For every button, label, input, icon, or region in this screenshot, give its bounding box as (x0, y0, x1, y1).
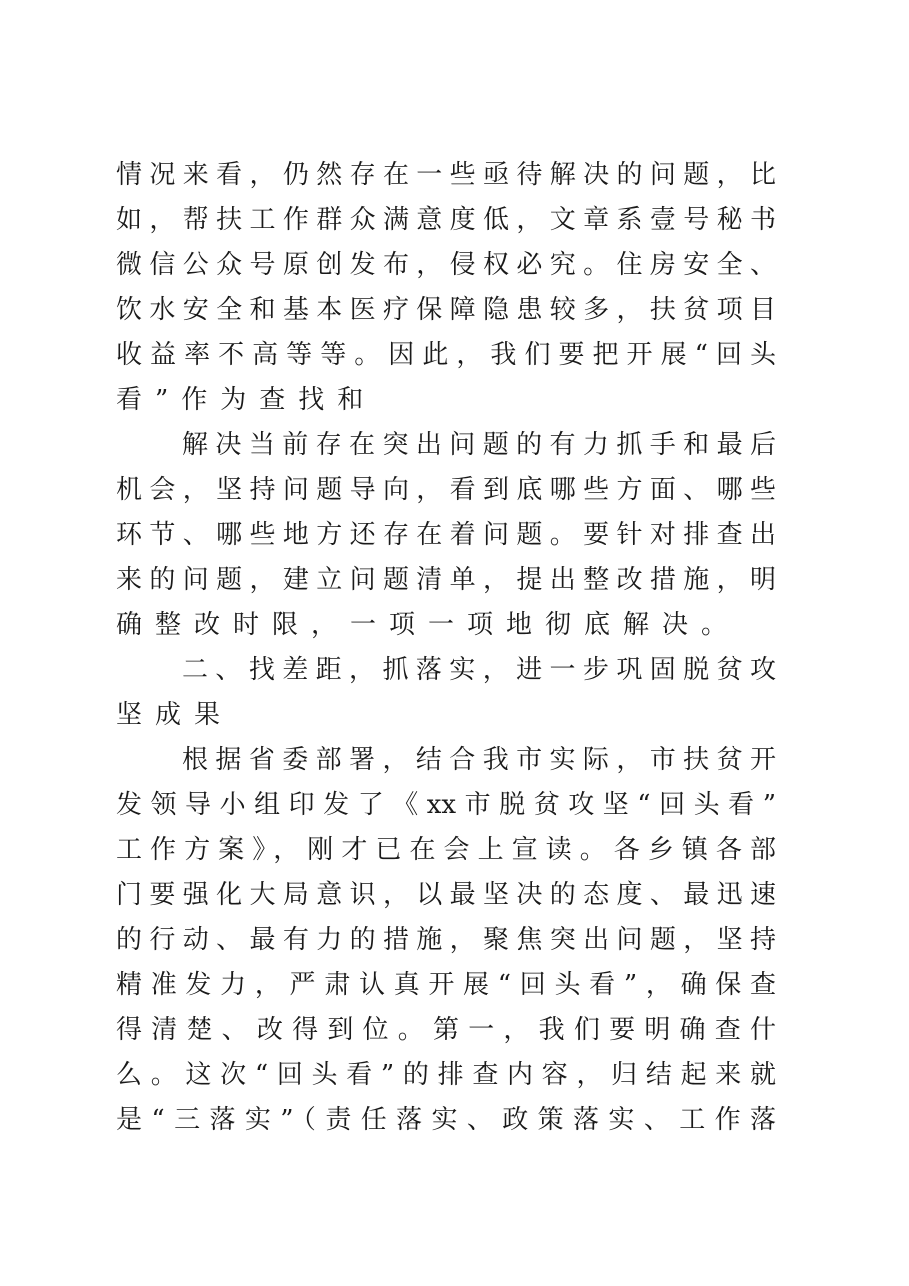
text-line: 工作方案》，刚才已在会上宣读。各乡镇各部 (116, 835, 776, 865)
section-heading-continued: 坚成果 (116, 700, 234, 730)
text-line: 得清楚、改得到位。第一，我们要明确查什 (116, 1015, 776, 1045)
text-line: 是“三落实”（责任落实、政策落实、工作落 (116, 1105, 776, 1135)
text-line: 精准发力，严肃认真开展“回头看”，确保查 (116, 970, 776, 1000)
text-line: 的行动、最有力的措施，聚焦突出问题，坚持 (116, 925, 776, 955)
text-line: 环节、哪些地方还存在着问题。要针对排查出 (116, 520, 776, 550)
text-line: 如，帮扶工作群众满意度低，文章系壹号秘书 (116, 205, 776, 235)
text-line: 机会，坚持问题导向，看到底哪些方面、哪些 (116, 475, 776, 505)
text-line: 饮水安全和基本医疗保障隐患较多，扶贫项目 (116, 295, 776, 325)
text-line: 确整改时限，一项一项地彻底解决。 (116, 610, 741, 640)
section-heading: 二、找差距，抓落实，进一步巩固脱贫攻 (182, 655, 776, 685)
text-line: 情况来看，仍然存在一些亟待解决的问题，比 (116, 160, 776, 190)
text-line: 微信公众号原创发布，侵权必究。住房安全、 (116, 250, 776, 280)
text-line: 么。这次“回头看”的排查内容，归结起来就 (116, 1060, 776, 1090)
text-line: 发领导小组印发了《xx市脱贫攻坚“回头看” (116, 790, 776, 820)
text-line: 门要强化大局意识，以最坚决的态度、最迅速 (116, 880, 776, 910)
text-line: 收益率不高等等。因此，我们要把开展“回头 (116, 340, 776, 370)
paragraph-first-line: 根据省委部署，结合我市实际，市扶贫开 (182, 745, 776, 775)
text-line: 来的问题，建立问题清单，提出整改措施，明 (116, 565, 776, 595)
paragraph-first-line: 解决当前存在突出问题的有力抓手和最后 (182, 430, 776, 460)
text-line: 看”作为查找和 (116, 385, 377, 415)
